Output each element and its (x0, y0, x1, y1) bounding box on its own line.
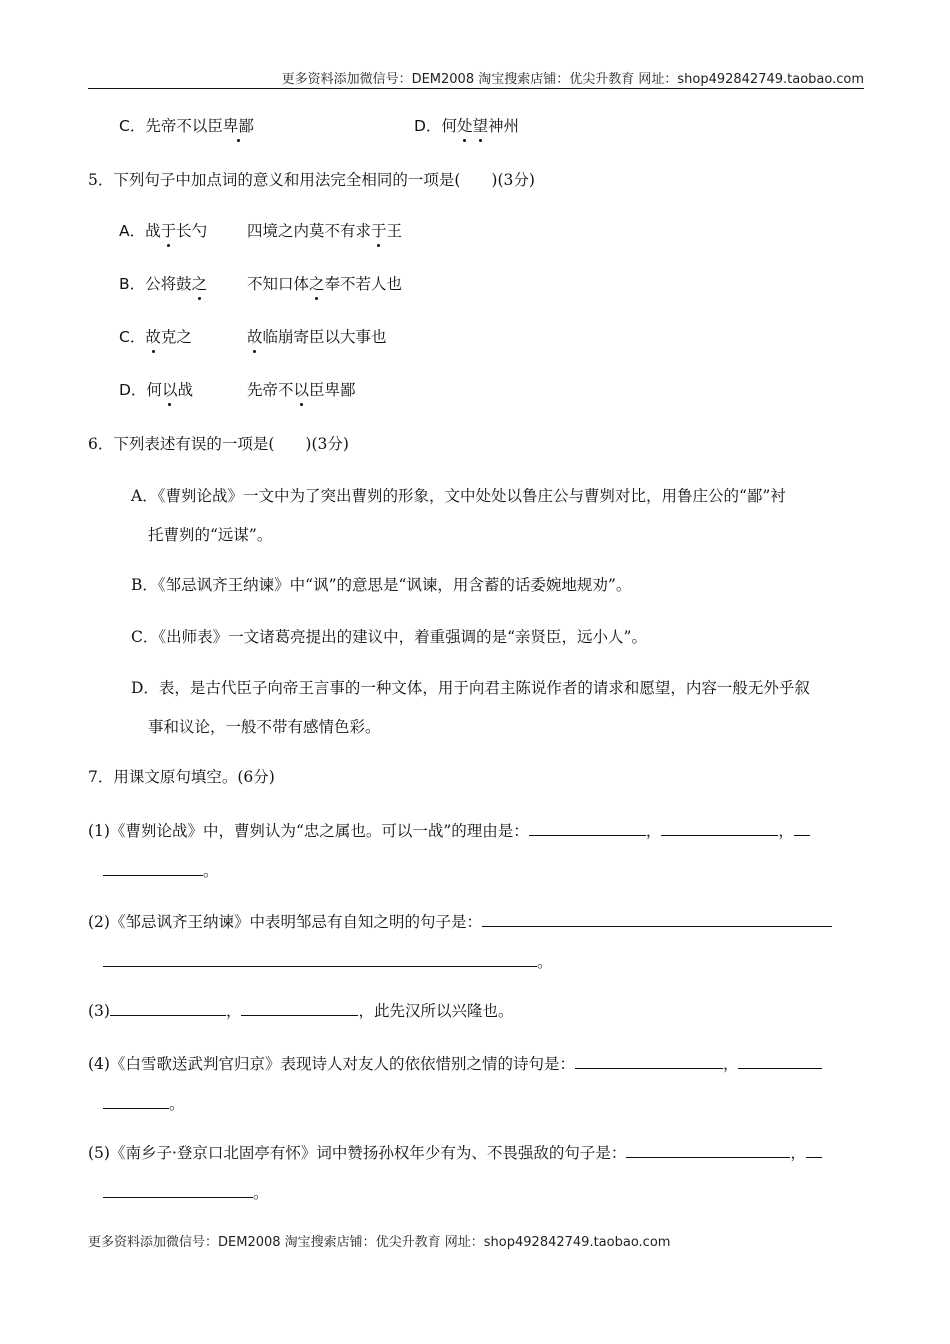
punct: 。 (203, 862, 219, 880)
page-header: 更多资料添加微信号：DEM2008 淘宝搜索店铺：优尖升教育 网址：shop492842749.taobao.com (281, 72, 864, 87)
option-label: B． (119, 275, 146, 293)
answer-blank[interactable] (482, 910, 832, 927)
dotted-word: 于 (371, 222, 387, 240)
item-text: (4)《白雪歌送武判官归京》表现诗人对友人的依依惜别之情的诗句是： (88, 1055, 575, 1073)
q6-option-d-line2: 事和议论，一般不带有感情色彩。 (148, 718, 381, 736)
option-label: C． (119, 328, 146, 346)
option-text: 不知口体 (247, 275, 310, 293)
q4-option-d (414, 116, 519, 136)
option-label: D． (414, 117, 442, 135)
answer-blank[interactable] (738, 1052, 822, 1069)
q5-option-b (119, 274, 207, 294)
dotted-word: 望 (472, 117, 488, 135)
item-text: (5)《南乡子·登京口北固亭有怀》词中赞扬孙权年少有为、不畏强敌的句子是： (88, 1144, 627, 1162)
answer-blank[interactable] (110, 999, 226, 1016)
q5-option-a-second (247, 221, 402, 241)
dotted-word: 处 (456, 117, 473, 135)
option-text: 四境之内莫不有求 (247, 222, 372, 240)
dotted-word: 之 (309, 275, 325, 293)
punct: ， (778, 822, 794, 840)
q5-option-c-second (247, 327, 387, 347)
option-text: 奉不若人也 (324, 275, 403, 293)
q6-option-d-line1: D．表，是古代臣子向帝王言事的一种文体，用于向君主陈说作者的请求和愿望，内容一般无外乎叙 (131, 679, 810, 697)
item-text: (2)《邹忌讽齐王纳谏》中表明邹忌有自知之明的句子是： (88, 913, 482, 931)
option-text: 战 (145, 222, 161, 240)
q7-item-3 (88, 999, 514, 1021)
option-text: 临崩寄臣以大事也 (262, 328, 387, 346)
q7-item-1-line2 (103, 859, 219, 881)
q7-item-2-line2 (103, 950, 553, 972)
punct: ， (722, 1055, 739, 1073)
answer-blank[interactable] (241, 999, 358, 1016)
option-text: 战 (177, 381, 193, 399)
q5-option-d (119, 380, 193, 400)
q7-item-5-line1 (88, 1141, 822, 1163)
q5-stem: 5．下列句子中加点词的意义和用法完全相同的一项是( )(3分) (88, 171, 535, 189)
option-text: 神州 (487, 117, 519, 135)
q7-stem: 7．用课文原句填空。(6分) (88, 768, 275, 786)
q7-item-5-line2 (103, 1181, 269, 1203)
q4-option-c (119, 116, 254, 136)
q5-option-d-second (247, 380, 356, 400)
punct: ， (645, 822, 662, 840)
header-divider (88, 88, 864, 89)
q5-option-b-second (247, 274, 402, 294)
punct: 。 (169, 1095, 185, 1113)
option-text: 先帝不 (247, 381, 294, 399)
q7-item-4-line1 (88, 1052, 822, 1074)
dotted-word: 以 (161, 381, 178, 399)
option-text: 何 (146, 381, 162, 399)
answer-blank[interactable] (661, 819, 778, 836)
answer-blank[interactable] (103, 1092, 169, 1109)
dotted-word: 之 (191, 275, 208, 293)
answer-blank[interactable] (103, 950, 537, 967)
dotted-word: 故 (145, 328, 161, 346)
option-label: D． (119, 381, 147, 399)
option-label: A． (119, 222, 146, 240)
dotted-word: 故 (247, 328, 263, 346)
item-text: (1)《曹刿论战》中，曹刿认为“忠之属也。可以一战”的理由是： (88, 822, 529, 840)
option-text: 克之 (160, 328, 192, 346)
answer-blank[interactable] (626, 1141, 790, 1158)
dotted-word: 于 (160, 222, 177, 240)
punct: 。 (253, 1184, 269, 1202)
item-text: ，此先汉所以兴隆也。 (358, 1002, 514, 1020)
answer-blank[interactable] (529, 819, 646, 836)
option-text: 臣卑鄙 (309, 381, 356, 399)
answer-blank[interactable] (575, 1052, 723, 1069)
option-text: 王 (386, 222, 403, 240)
q7-item-4-line2 (103, 1092, 185, 1114)
option-text: 先帝不以臣 (145, 117, 223, 135)
dotted-word: 卑鄙 (222, 117, 254, 135)
q6-option-b: B．《邹忌讽齐王纳谏》中“讽”的意思是“讽谏，用含蓄的话委婉地规劝”。 (131, 576, 632, 594)
punct: 。 (537, 953, 553, 971)
q5-option-c (119, 327, 192, 347)
q6-option-c: C．《出师表》一文诸葛亮提出的建议中，着重强调的是“亲贤臣，远小人”。 (131, 628, 647, 646)
option-text: 何 (441, 117, 457, 135)
dotted-word: 以 (293, 381, 310, 399)
answer-blank[interactable] (103, 859, 203, 876)
answer-blank[interactable] (806, 1141, 822, 1158)
q7-item-2-line1 (88, 910, 832, 932)
option-label: C． (119, 117, 146, 135)
option-text: 长勺 (176, 222, 208, 240)
q7-item-1-line1 (88, 819, 810, 841)
q6-option-a-line1: A．《曹刿论战》一文中为了突出曹刿的形象，文中处处以鲁庄公与曹刿对比，用鲁庄公的“鄙”衬 (131, 487, 786, 505)
q6-stem: 6．下列表述有误的一项是( )(3分) (88, 435, 349, 453)
q6-option-a-line2: 托曹刿的“远谋”。 (148, 526, 273, 544)
page-footer: 更多资料添加微信号：DEM2008 淘宝搜索店铺：优尖升教育 网址：shop492842749.taobao.com (88, 1235, 671, 1250)
answer-blank[interactable] (794, 819, 810, 836)
item-label: (3) (88, 1002, 110, 1020)
punct: ， (790, 1144, 806, 1162)
q5-option-a (119, 221, 207, 241)
option-text: 公将鼓 (145, 275, 192, 293)
answer-blank[interactable] (103, 1181, 253, 1198)
punct: ， (225, 1002, 242, 1020)
